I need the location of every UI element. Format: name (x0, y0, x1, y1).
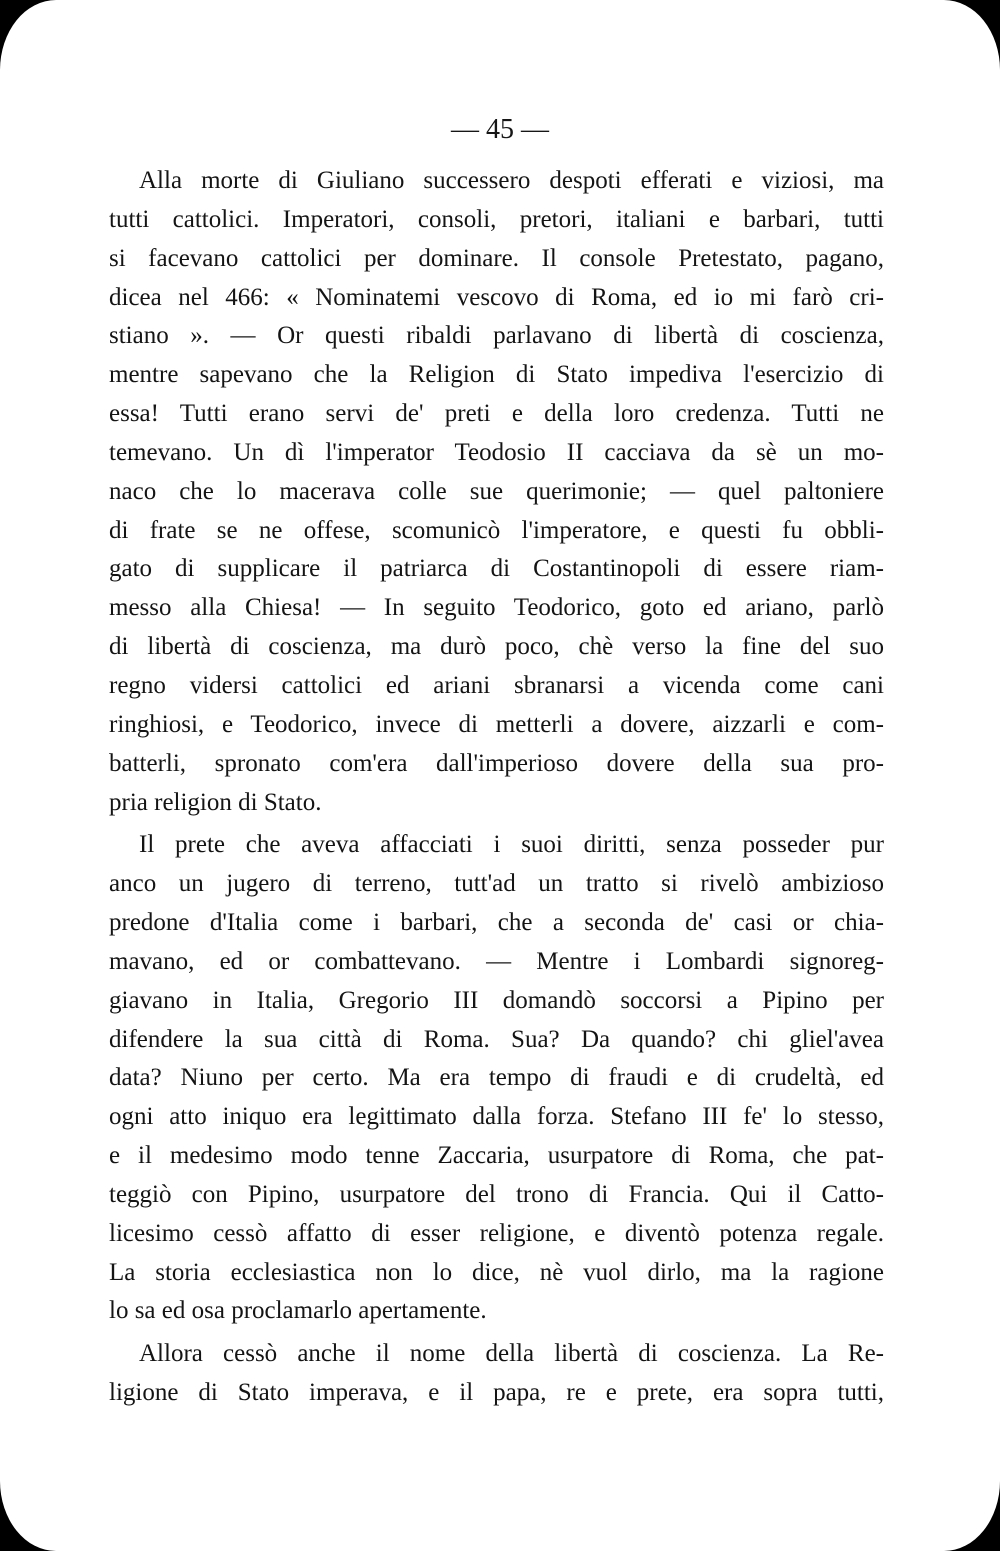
text-line: lo sa ed osa proclamarlo apertamente. (109, 1297, 487, 1325)
text-line: temevano. Un dì l'imperator Teodosio II cacciava da sè un mo- (109, 438, 884, 466)
text-line: essa! Tutti erano servi de' preti e della loro credenza. Tutti ne (109, 400, 884, 428)
text-line: La storia ecclesiastica non lo dice, nè vuol dirlo, ma la ragione (109, 1258, 884, 1286)
text-line: si facevano cattolici per dominare. Il console Pretestato, pagano, (109, 244, 884, 272)
text-line: Il prete che aveva affacciati i suoi diritti, senza posseder pur (139, 831, 884, 859)
text-line: ringhiosi, e Teodorico, invece di metterli a dovere, aizzarli e com- (109, 710, 884, 738)
text-line: ogni atto iniquo era legittimato dalla forza. Stefano III fe' lo stesso, (109, 1103, 884, 1131)
text-line: anco un jugero di terreno, tutt'ad un tratto si rivelò ambizioso (109, 870, 884, 898)
text-line: stiano ». — Or questi ribaldi parlavano di libertà di coscienza, (109, 322, 884, 350)
text-line: data? Niuno per certo. Ma era tempo di fraudi e di crudeltà, ed (109, 1064, 884, 1092)
page-number: — 45 — (451, 114, 549, 145)
text-line: giavano in Italia, Gregorio III domandò soccorsi a Pipino per (109, 986, 884, 1014)
text-line: Alla morte di Giuliano successero despoti efferati e viziosi, ma (139, 167, 884, 194)
text-line: licesimo cessò affatto di esser religione, e diventò potenza regale. (109, 1219, 884, 1247)
text-line: teggiò con Pipino, usurpatore del trono di Francia. Qui il Catto- (109, 1180, 884, 1208)
text-line: Allora cessò anche il nome della libertà di coscienza. La Re- (139, 1340, 884, 1368)
text-line: tutti cattolici. Imperatori, consoli, pretori, italiani e barbari, tutti (109, 205, 884, 233)
text-line: ligione di Stato imperava, e il papa, re e prete, era sopra tutti, (109, 1379, 884, 1407)
text-line: difendere la sua città di Roma. Sua? Da quando? chi gliel'avea (109, 1025, 884, 1053)
text-line: e il medesimo modo tenne Zaccaria, usurpatore di Roma, che pat- (109, 1142, 884, 1170)
text-line: naco che lo macerava colle sue querimonie; — quel paltoniere (109, 477, 884, 505)
text-line: di libertà di coscienza, ma durò poco, chè verso la fine del suo (109, 633, 884, 661)
text-line: regno vidersi cattolici ed ariani sbranarsi a vicenda come cani (109, 671, 884, 699)
text-line: dicea nel 466: « Nominatemi vescovo di Roma, ed io mi farò cri- (109, 283, 884, 311)
text-line: di frate se ne offese, scomunicò l'imperatore, e questi fu obbli- (109, 516, 884, 544)
text-line: gato di supplicare il patriarca di Costantinopoli di essere riam- (109, 555, 884, 583)
text-line: batterli, spronato com'era dall'imperioso dovere della sua pro- (109, 749, 884, 777)
text-line: mentre sapevano che la Religion di Stato impediva l'esercizio di (109, 361, 884, 389)
body-text (109, 162, 884, 1413)
text-line: mavano, ed or combattevano. — Mentre i Lombardi signoreg- (109, 947, 884, 975)
text-line: pria religion di Stato. (109, 788, 322, 816)
text-line: messo alla Chiesa! — In seguito Teodorico, goto ed ariano, parlò (109, 594, 884, 622)
text-line: predone d'Italia come i barbari, che a seconda de' casi or chia- (109, 909, 884, 937)
